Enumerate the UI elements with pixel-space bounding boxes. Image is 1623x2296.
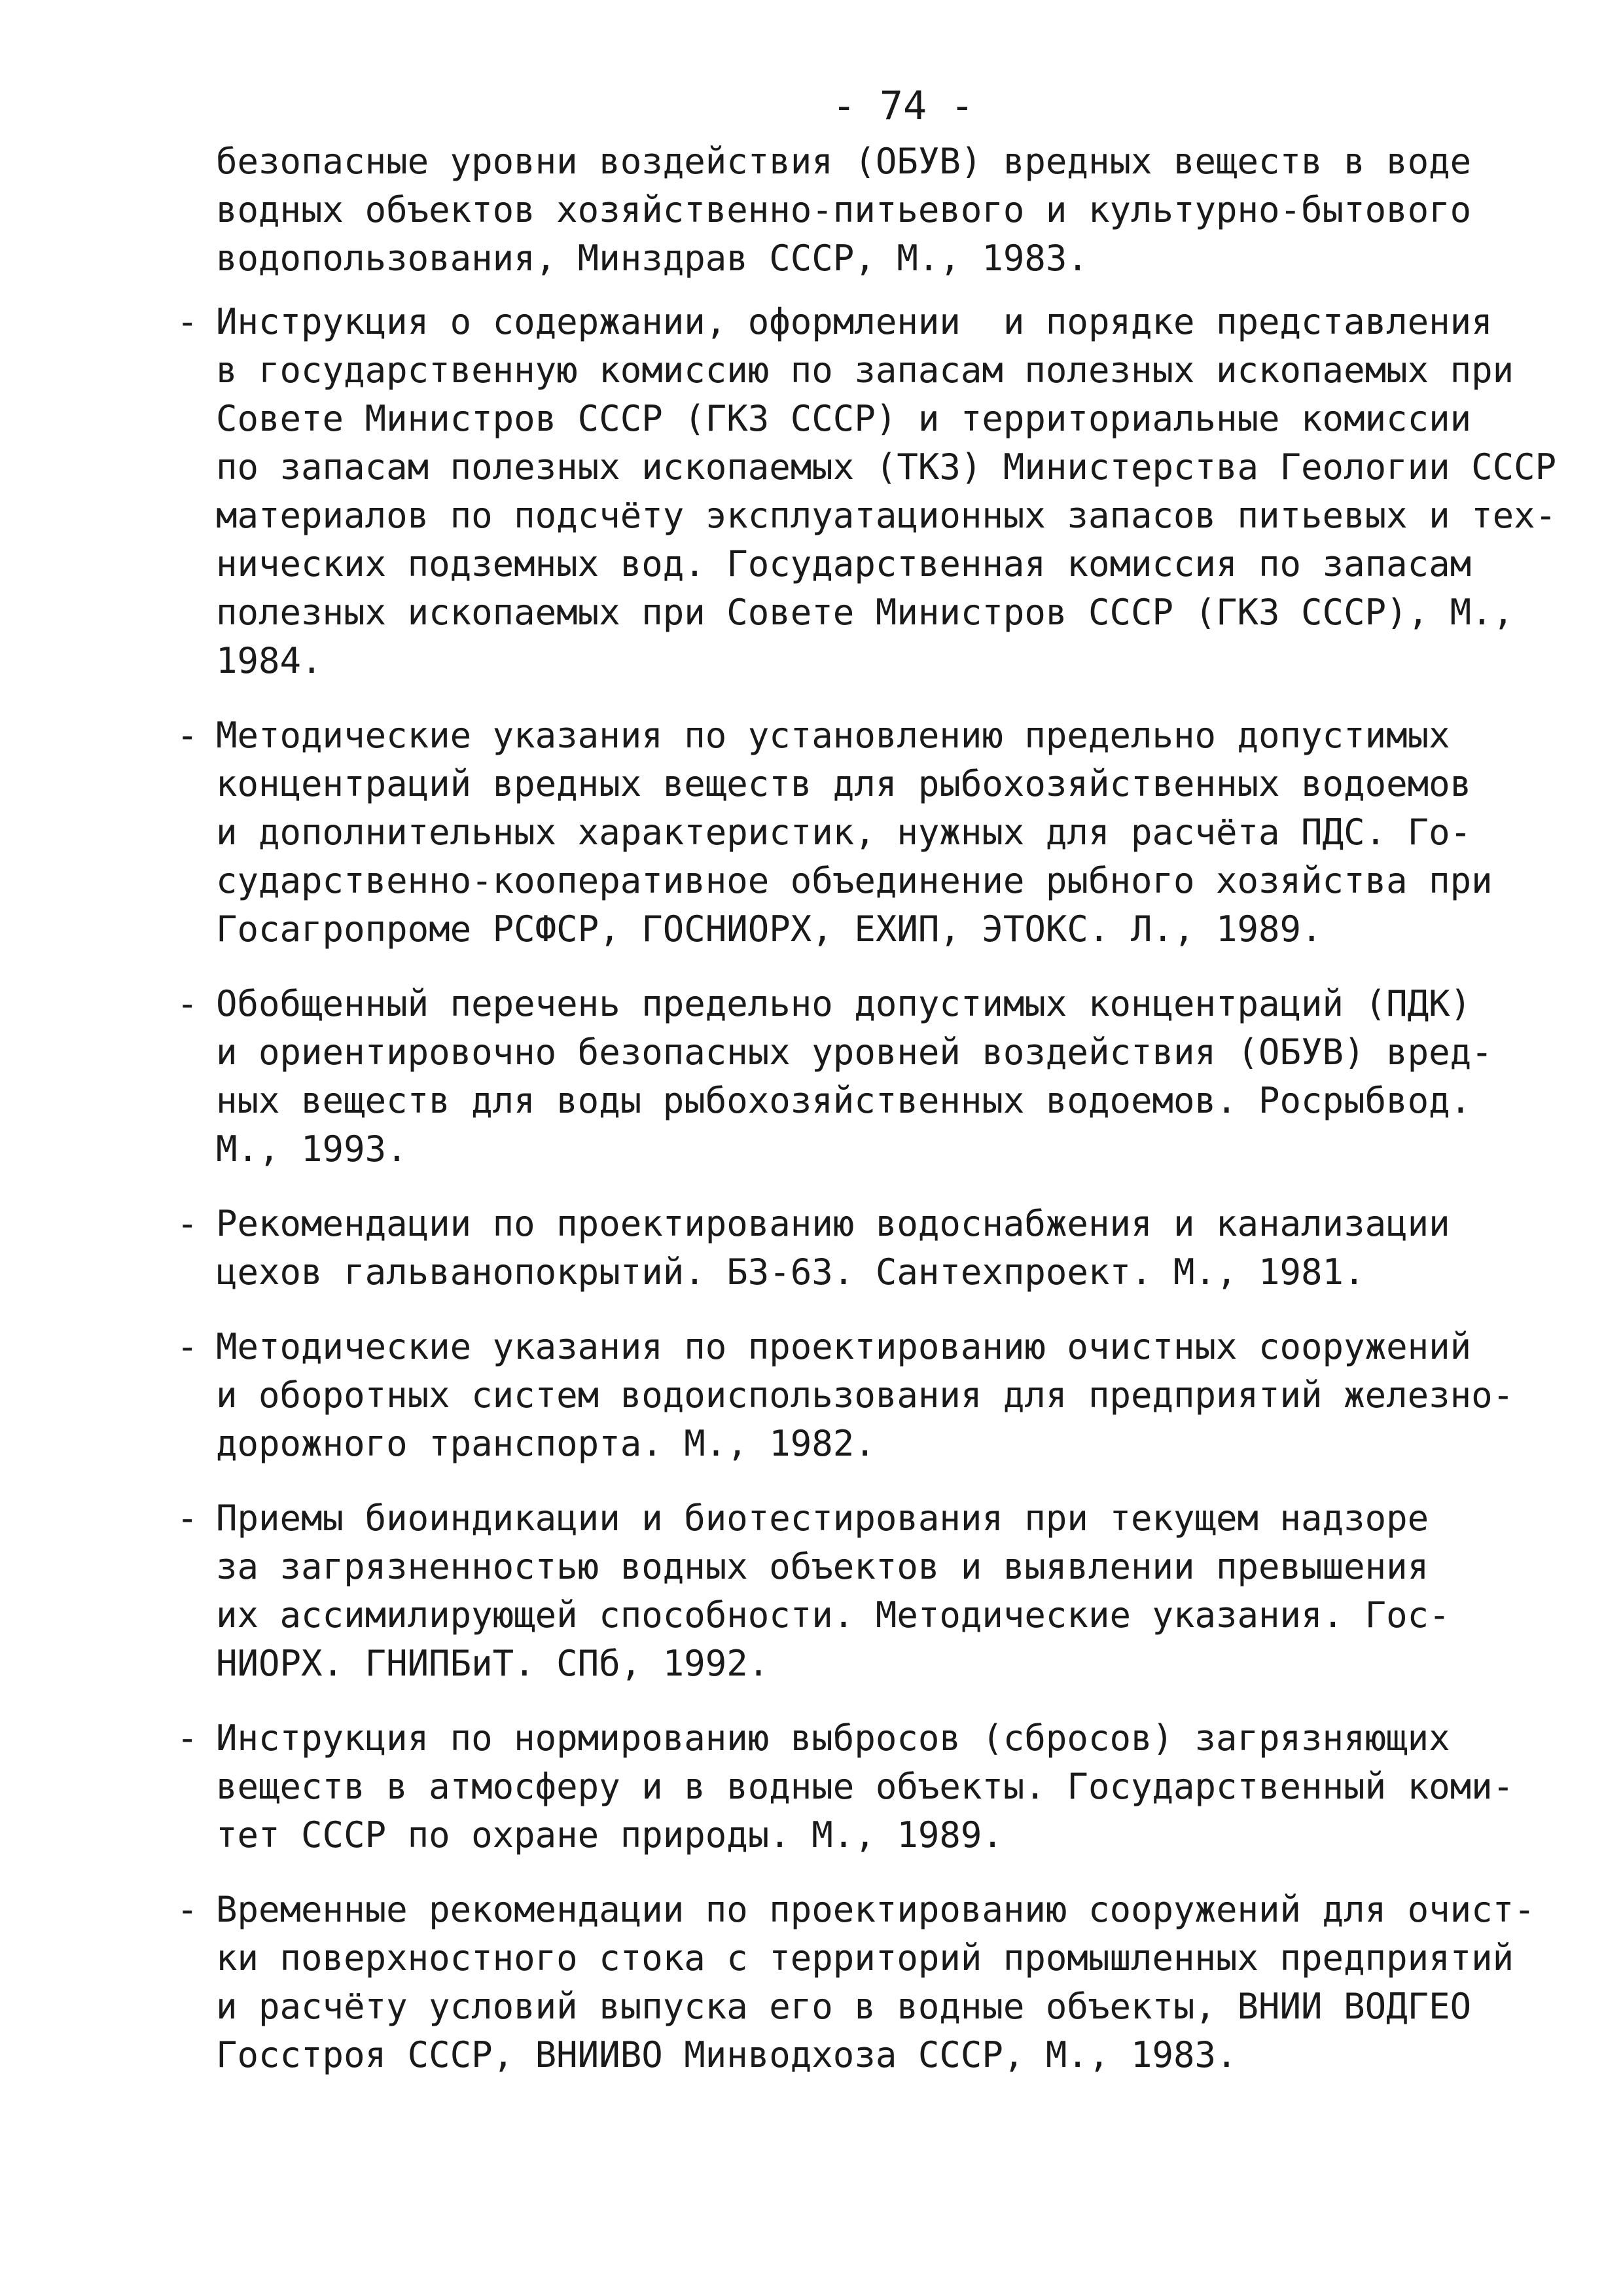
text-line: Инструкция по нормированию выбросов (сбросов) загрязняющих xyxy=(216,1717,1450,1759)
continued-reference-text xyxy=(216,137,1538,283)
reference-item xyxy=(177,1200,1538,1297)
text-line: за загрязненностью водных объектов и выявлении превышения xyxy=(216,1546,1429,1587)
reference-item xyxy=(177,1886,1538,2079)
text-line: концентраций вредных веществ для рыбохозяйственных водоемов xyxy=(216,763,1472,804)
list-marker: - xyxy=(177,715,198,756)
reference-item xyxy=(177,980,1538,1174)
list-marker: - xyxy=(177,1498,198,1539)
reference-item xyxy=(177,1714,1538,1859)
reference-item xyxy=(177,711,1538,954)
list-marker: - xyxy=(177,301,198,342)
text-line: водных объектов хозяйственно-питьевого и культурно-бытового xyxy=(216,189,1472,230)
list-marker: - xyxy=(177,983,198,1024)
text-line: Совете Министров СССР (ГКЗ СССР) и территориальные комиссии xyxy=(216,398,1472,439)
text-line: ных веществ для воды рыбохозяйственных водоемов. Росрыбвод. xyxy=(216,1080,1472,1121)
reference-list xyxy=(177,298,1557,2106)
text-line: нических подземных вод. Государственная комиссия по запасам xyxy=(216,543,1472,584)
text-line: Рекомендации по проектированию водоснабжения и канализации xyxy=(216,1203,1450,1244)
text-line: сударственно-кооперативное объединение рыбного хозяйства при xyxy=(216,860,1493,901)
text-line: 1984. xyxy=(216,640,323,681)
list-marker: - xyxy=(177,1889,198,1930)
text-line: Обобщенный перечень предельно допустимых концентраций (ПДК) xyxy=(216,983,1472,1024)
text-line: и дополнительных характеристик, нужных для расчёта ПДС. Го- xyxy=(216,812,1472,853)
text-line: Госстроя СССР, ВНИИВО Минводхоза СССР, М., 1983. xyxy=(216,2034,1238,2075)
text-line: водопользования, Минздрав СССР, М., 1983. xyxy=(216,238,1088,279)
text-line: по запасам полезных ископаемых (ТКЗ) Министерства Геологии СССР xyxy=(216,446,1557,488)
text-line: и оборотных систем водоиспользования для предприятий железно- xyxy=(216,1374,1514,1416)
text-line: М., 1993. xyxy=(216,1128,408,1170)
text-line: их ассимилирующей способности. Методические указания. Гос- xyxy=(216,1594,1450,1636)
text-line: материалов по подсчёту эксплуатационных запасов питьевых и тех- xyxy=(216,495,1557,536)
text-line: тет СССР по охране природы. М., 1989. xyxy=(216,1814,1003,1856)
text-line: Временные рекомендации по проектированию сооружений для очист- xyxy=(216,1889,1535,1930)
text-line: полезных ископаемых при Совете Министров СССР (ГКЗ СССР), М., xyxy=(216,592,1514,633)
text-line: дорожного транспорта. М., 1982. xyxy=(216,1423,876,1464)
text-line: Методические указания по установлению предельно допустимых xyxy=(216,715,1450,756)
text-line: Приемы биоиндикации и биотестирования при текущем надзоре xyxy=(216,1498,1429,1539)
text-line: НИОРХ. ГНИПБиТ. СПб, 1992. xyxy=(216,1643,770,1684)
text-line: в государственную комиссию по запасам полезных ископаемых при xyxy=(216,350,1514,391)
text-line: Методические указания по проектированию очистных сооружений xyxy=(216,1326,1472,1367)
text-line: и ориентировочно безопасных уровней воздействия (ОБУВ) вред- xyxy=(216,1031,1493,1073)
list-marker: - xyxy=(177,1203,198,1244)
text-line: и расчёту условий выпуска его в водные объекты, ВНИИ ВОДГЕО xyxy=(216,1986,1472,2027)
text-line: Инструкция о содержании, оформлении и порядке представления xyxy=(216,301,1493,342)
reference-item xyxy=(177,298,1557,685)
reference-item xyxy=(177,1494,1538,1688)
text-line: Госагропроме РСФСР, ГОСНИОРХ, ЕХИП, ЭТОКС. Л., 1989. xyxy=(216,908,1323,950)
text-line: цехов гальванопокрытий. БЗ-63. Сантехпроект. М., 1981. xyxy=(216,1251,1365,1293)
page-number: - 74 - xyxy=(832,83,974,129)
list-marker: - xyxy=(177,1326,198,1367)
text-line: веществ в атмосферу и в водные объекты. Государственный коми- xyxy=(216,1766,1514,1807)
list-marker: - xyxy=(177,1717,198,1759)
text-line: безопасные уровни воздействия (ОБУВ) вредных веществ в воде xyxy=(216,141,1472,182)
reference-item xyxy=(177,1323,1538,1468)
text-line: ки поверхностного стока с территорий промышленных предприятий xyxy=(216,1937,1514,1979)
